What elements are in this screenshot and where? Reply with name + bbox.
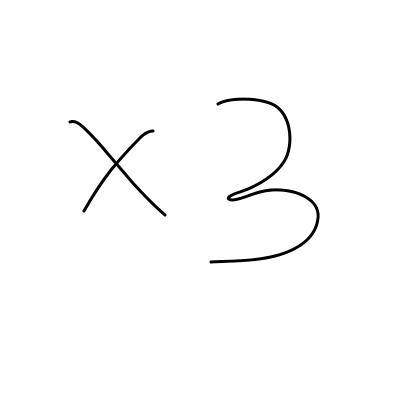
handwritten-x bbox=[70, 122, 165, 216]
three-stroke bbox=[211, 99, 318, 262]
x-stroke-2 bbox=[84, 131, 153, 211]
x-stroke-1 bbox=[70, 122, 165, 216]
handwritten-3 bbox=[211, 99, 318, 262]
